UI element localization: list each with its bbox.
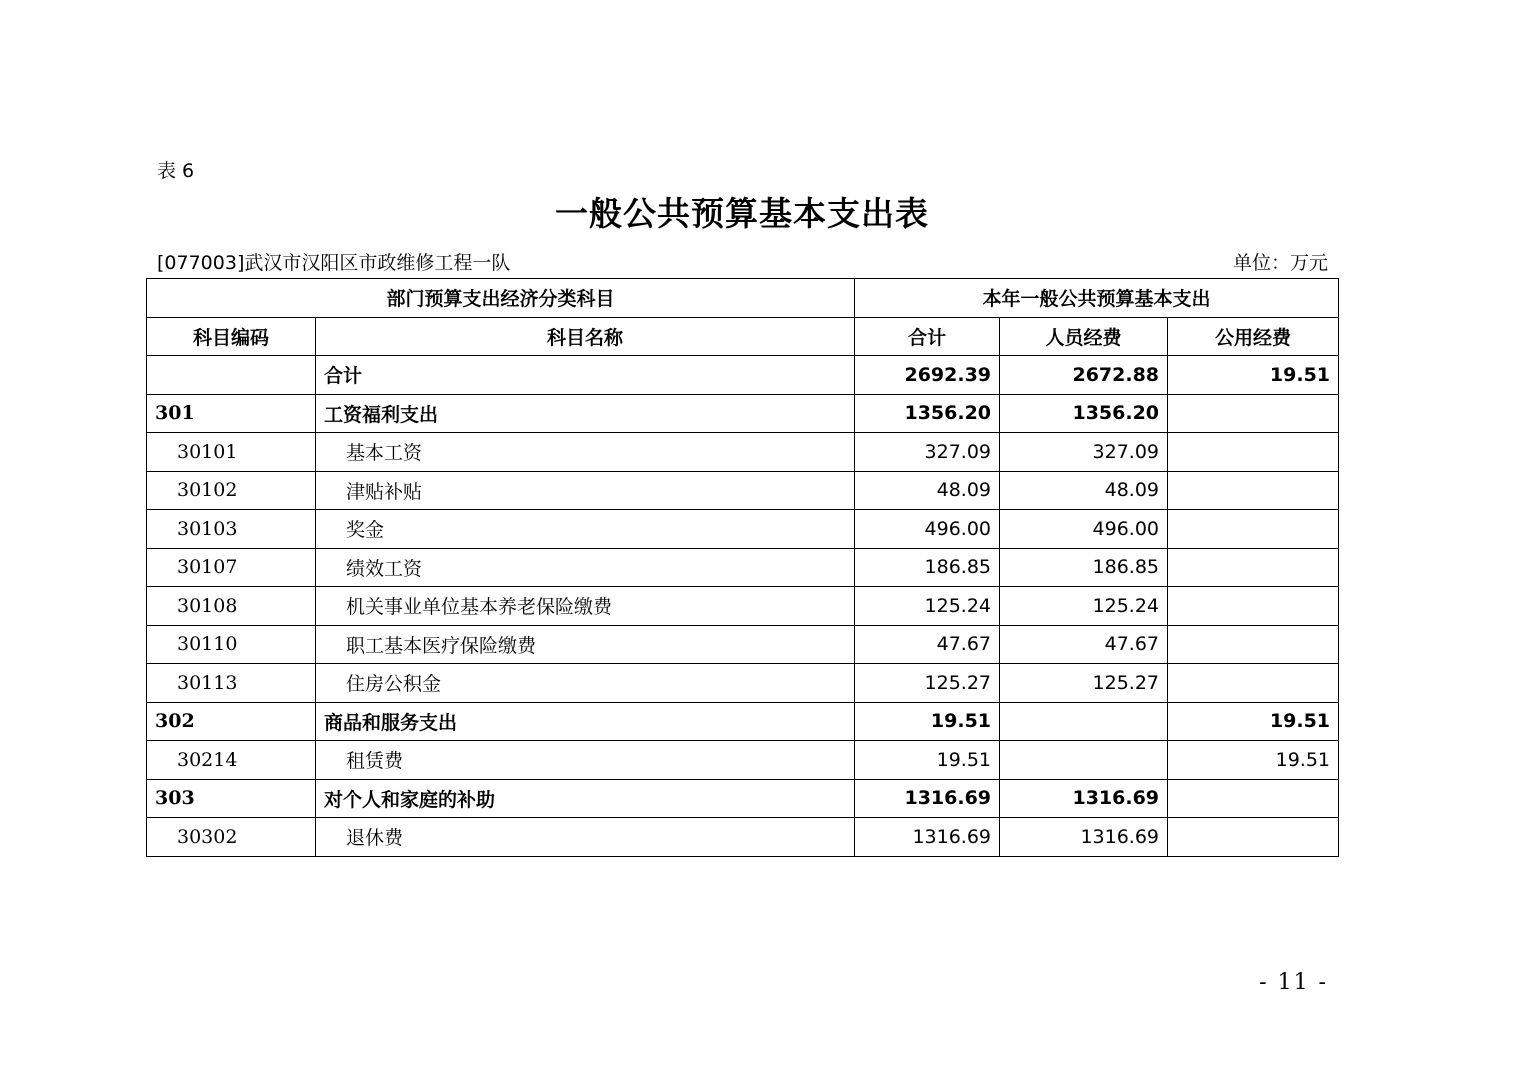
cell-code: 30302	[147, 818, 316, 857]
table-row	[147, 587, 1339, 626]
cell-name: 住房公积金	[316, 664, 855, 703]
column-header-code: 科目编码	[147, 317, 316, 356]
organization	[157, 248, 510, 275]
table-row	[147, 471, 1339, 510]
cell-code: 30113	[147, 664, 316, 703]
cell-public	[1168, 548, 1339, 587]
cell-name: 职工基本医疗保险缴费	[316, 625, 855, 664]
cell-code: 30103	[147, 510, 316, 549]
cell-total: 1316.69	[855, 779, 1000, 818]
group-header-right: 本年一般公共预算基本支出	[855, 279, 1339, 318]
org-name: 武汉市汉阳区市政维修工程一队	[244, 252, 511, 274]
cell-public	[1168, 471, 1339, 510]
cell-code: 30110	[147, 625, 316, 664]
cell-code: 302	[147, 702, 316, 741]
table-row	[147, 818, 1339, 857]
cell-name: 津贴补贴	[316, 471, 855, 510]
cell-public	[1168, 510, 1339, 549]
table-row	[147, 779, 1339, 818]
cell-total: 327.09	[855, 433, 1000, 472]
cell-personnel: 125.27	[1000, 664, 1168, 703]
table-row	[147, 394, 1339, 433]
cell-personnel: 47.67	[1000, 625, 1168, 664]
table-row	[147, 741, 1339, 780]
cell-total: 125.27	[855, 664, 1000, 703]
cell-code: 30102	[147, 471, 316, 510]
column-header-name: 科目名称	[316, 317, 855, 356]
table-row	[147, 664, 1339, 703]
cell-public	[1168, 433, 1339, 472]
cell-public: 19.51	[1168, 741, 1339, 780]
cell-personnel	[1000, 741, 1168, 780]
cell-total: 186.85	[855, 548, 1000, 587]
cell-public	[1168, 625, 1339, 664]
cell-total: 496.00	[855, 510, 1000, 549]
cell-name: 对个人和家庭的补助	[316, 779, 855, 818]
page-title: 一般公共预算基本支出表	[555, 194, 929, 233]
column-header-personnel: 人员经费	[1000, 317, 1168, 356]
cell-total: 19.51	[855, 702, 1000, 741]
cell-personnel: 2672.88	[1000, 356, 1168, 395]
cell-total: 48.09	[855, 471, 1000, 510]
table-row	[147, 702, 1339, 741]
table-label: 表 6	[157, 160, 195, 182]
cell-code: 30108	[147, 587, 316, 626]
cell-public	[1168, 394, 1339, 433]
cell-total: 125.24	[855, 587, 1000, 626]
budget-table	[146, 278, 1339, 857]
cell-personnel: 496.00	[1000, 510, 1168, 549]
cell-name: 机关事业单位基本养老保险缴费	[316, 587, 855, 626]
cell-code: 30214	[147, 741, 316, 780]
cell-personnel: 48.09	[1000, 471, 1168, 510]
cell-total: 47.67	[855, 625, 1000, 664]
cell-total: 1316.69	[855, 818, 1000, 857]
column-header-row	[147, 317, 1339, 356]
cell-public	[1168, 818, 1339, 857]
cell-name: 奖金	[316, 510, 855, 549]
column-header-public: 公用经费	[1168, 317, 1339, 356]
cell-code: 30107	[147, 548, 316, 587]
group-header-row	[147, 279, 1339, 318]
table-row-total	[147, 356, 1339, 395]
cell-name: 工资福利支出	[316, 394, 855, 433]
cell-total: 19.51	[855, 741, 1000, 780]
cell-name: 租赁费	[316, 741, 855, 780]
cell-personnel: 186.85	[1000, 548, 1168, 587]
table-row	[147, 548, 1339, 587]
cell-code: 301	[147, 394, 316, 433]
org-code: [077003]	[157, 252, 245, 274]
table-row	[147, 625, 1339, 664]
cell-personnel: 125.24	[1000, 587, 1168, 626]
cell-personnel: 1356.20	[1000, 394, 1168, 433]
cell-code: 30101	[147, 433, 316, 472]
table-row	[147, 510, 1339, 549]
cell-total: 2692.39	[855, 356, 1000, 395]
cell-code: 303	[147, 779, 316, 818]
cell-name: 基本工资	[316, 433, 855, 472]
cell-personnel: 1316.69	[1000, 779, 1168, 818]
cell-public	[1168, 664, 1339, 703]
cell-code	[147, 356, 316, 395]
cell-personnel: 327.09	[1000, 433, 1168, 472]
cell-public	[1168, 779, 1339, 818]
cell-public: 19.51	[1168, 356, 1339, 395]
page-number: - 11 -	[1259, 970, 1328, 995]
unit-label: 单位：万元	[1232, 252, 1328, 274]
column-header-total: 合计	[855, 317, 1000, 356]
table-row	[147, 433, 1339, 472]
cell-public: 19.51	[1168, 702, 1339, 741]
cell-name: 退休费	[316, 818, 855, 857]
cell-public	[1168, 587, 1339, 626]
cell-total: 1356.20	[855, 394, 1000, 433]
group-header-left: 部门预算支出经济分类科目	[147, 279, 855, 318]
cell-name: 合计	[316, 356, 855, 395]
cell-personnel	[1000, 702, 1168, 741]
cell-name: 绩效工资	[316, 548, 855, 587]
cell-name: 商品和服务支出	[316, 702, 855, 741]
cell-personnel: 1316.69	[1000, 818, 1168, 857]
